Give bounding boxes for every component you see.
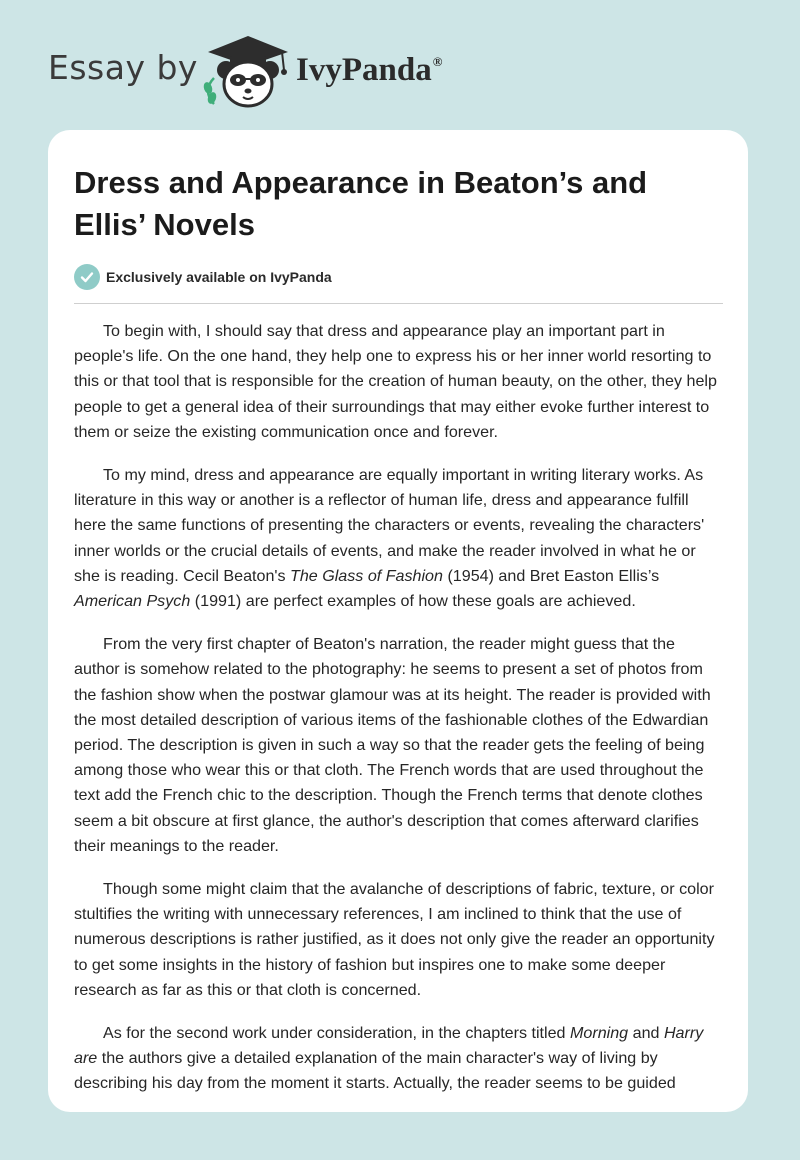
check-circle-icon: [74, 264, 100, 290]
badge-text: Exclusively available on IvyPanda: [106, 269, 332, 285]
paragraph-2: To my mind, dress and appearance are equally important in writing literary works. As literature in this way or another is a reflector of human life, dress and appearance fulfill here the same functions of presenting the characters or events, revealing the characters' inner worlds or the crucial details of events, and make the reader involved in what he or she is reading. Cecil Beaton's The Glass of Fashion (1954) and Bret Easton Ellis’s American Psych (1991) are perfect examples of how these goals are achieved.: [74, 466, 705, 611]
exclusive-badge: [74, 264, 332, 290]
article-title: Dress and Appearance in Beaton’s and Ellis’ Novels: [74, 165, 648, 242]
brand-name[interactable]: IvyPanda®: [296, 52, 443, 88]
panda-graduation-cap-icon[interactable]: [200, 34, 296, 110]
chapter-title-morning: Morning: [569, 1024, 629, 1043]
article-card: [48, 130, 748, 1112]
book-title-glass-of-fashion: The Glass of Fashion: [290, 566, 443, 585]
paragraph-3: From the very first chapter of Beaton's narration, the reader might guess that the author is somehow related to the photography: he seems to present a set of photos from the fashion show when the postwar glamour was at its height. The reader is provided with the most detailed description of various items of the fashionable clothes of the Edwardian period. The description is given in such a way so that the reader gets the feeling of being among those who wear this or that cloth. The French words that are used throughout the text add the French chic to the description. Though the French terms that denote clothes seem a bit obscure at first glance, the author's description that comes afterward clarifies their meanings to the reader.: [74, 635, 711, 855]
paragraph-4: Though some might claim that the avalanche of descriptions of fabric, texture, or color stultifies the writing with unnecessary references, I am inclined to think that the use of numerous descriptions is rather justified, as it does not only give the reader an opportunity to get some insights in the history of fashion but inspires one to make some deeper research as far as this or that cloth is concerned.: [74, 880, 715, 999]
divider: [74, 303, 723, 304]
paragraph-5: As for the second work under consideration, in the chapters titled Morning and Harry are the authors give a detailed explanation of the main character's way of living by describing his day from the moment it starts. Actually, the reader seems to be guided: [74, 1024, 704, 1093]
paragraph-1: To begin with, I should say that dress and appearance play an important part in people's life. On the one hand, they help one to express his or her inner world resorting to this or that tool that is responsible for the creation of human beauty, on the other, they help people to get a general idea of their surroundings that may either evoke further interest to them or seize the existing communication once and forever.: [74, 322, 717, 441]
article-body: [74, 319, 724, 1112]
book-title-american-psych: American Psych: [74, 592, 191, 611]
site-header: [0, 0, 800, 130]
registered-mark: ®: [432, 54, 443, 69]
chapter-title-harry-are: Harry are: [74, 1024, 704, 1068]
essay-by-label: Essay by: [48, 48, 198, 87]
